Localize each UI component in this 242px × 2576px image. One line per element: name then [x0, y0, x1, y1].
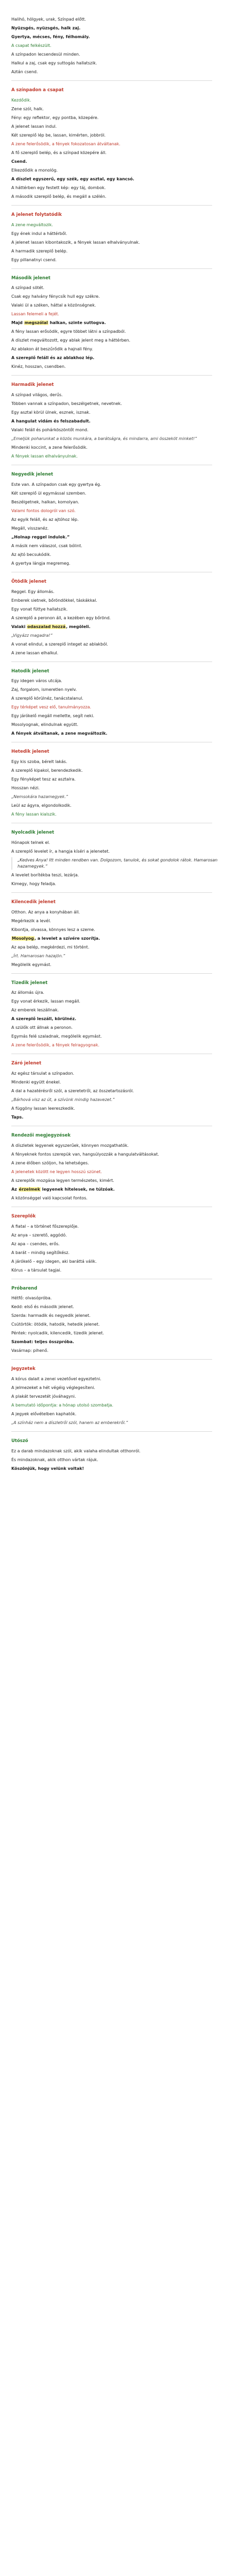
- text-line: Két szereplő lép be, lassan, kimérten, jobbról.: [11, 132, 106, 138]
- section-heading: Nyolcadik jelenet: [11, 830, 55, 835]
- text-line: Valaki ül a széken, háttal a közönségnek.: [11, 303, 96, 308]
- document-body: [11, 0, 233, 1475]
- text-line: A plakát tervezetét jóváhagyni.: [11, 1394, 76, 1399]
- text-line: „Kedves Anya! Itt minden rendben van. Dolgozom, tanulok, és sokat gondolok rátok. Hamarosan hazamegyek.”: [11, 857, 233, 870]
- text-line: A díszlet megváltozott, egy ablak jelent meg a háttérben.: [11, 338, 131, 343]
- text-line: Kórus – a társulat tagjai.: [11, 1267, 62, 1273]
- text-line: Nyüzsgés, nyüzsgés, halk zaj.: [11, 26, 81, 30]
- text-line: A zene élőben szóljon, ha lehetséges.: [11, 1160, 89, 1165]
- text-line: Az egyik feláll, és az ajtóhoz lép.: [11, 517, 79, 522]
- text-line: A színpad sötét.: [11, 285, 45, 291]
- text-line: A dal a hazatérésről szól, a szeretetről, az összetartozásról.: [11, 1089, 134, 1093]
- section-heading: A színpadon a csapat: [11, 88, 64, 93]
- text-line: A barát – mindig segítőkész.: [11, 1250, 70, 1255]
- text-line: A fiatal – a történet főszereplője.: [11, 1224, 79, 1229]
- text-line: Hónapok telnek el.: [11, 840, 50, 845]
- text-line: [11, 1187, 233, 1193]
- text-line: A szereplők mozgása legyen természetes, kimért.: [11, 1178, 114, 1183]
- text-line: [11, 320, 233, 326]
- text-line: Egy vonat füttye hallatszik.: [11, 606, 68, 612]
- text-line: Otthon. Az anya a konyhában áll.: [11, 909, 80, 914]
- text-line: Taps.: [11, 1115, 24, 1120]
- text-line: Az apa – csendes, erős.: [11, 1241, 60, 1246]
- text-line: A szülők ott állnak a peronon.: [11, 1025, 73, 1030]
- text-line: A jelenet lassan kibontakozik, a fények lassan elhalványulnak.: [11, 240, 140, 245]
- text-line: Vasárnap: pihenő.: [11, 1348, 49, 1353]
- text-line: Az ajtó becsukódik.: [11, 552, 51, 557]
- text-line: Elkezdődik a monológ.: [11, 167, 58, 173]
- text-line: Mosolyognak, elindulnak együtt.: [11, 722, 79, 727]
- text-line: A fények átváltanak, a zene megváltozik.: [11, 731, 108, 736]
- text-line: A második szereplő belép, és megáll a szélén.: [11, 194, 107, 199]
- section-heading: Próbarend: [11, 1285, 38, 1291]
- text-line: A gyertya lángja megremeg.: [11, 561, 71, 566]
- text-line: Megölelik egymást.: [11, 962, 51, 967]
- text-line: Megáll, visszanéz.: [11, 526, 49, 531]
- text-line: Többen vannak a színpadon, beszélgetnek, nevetnek.: [11, 401, 122, 406]
- text-line: „Bárhová visz az út, a szívünk mindig hazavezet.”: [11, 1097, 115, 1102]
- text-line: Csend.: [11, 159, 27, 164]
- text-line: A zene felerősödik, a fények felragyognak.: [11, 1043, 99, 1048]
- highlighted-text: Mosolyog: [12, 936, 34, 941]
- text-line: A díszlet egyszerű, egy szék, egy asztal, egy kancsó.: [11, 176, 134, 181]
- text-line: Két szereplő ül egymással szemben.: [11, 490, 87, 496]
- text-line: Zaj, forgalom, ismeretlen nyelv.: [11, 687, 77, 692]
- text-line: A csapat felkészült.: [11, 43, 51, 48]
- text-line: A díszletek legyenek egyszerűek, könnyen mozgathatók.: [11, 1143, 129, 1148]
- text-line: „Írt. Hamarosan hazajön.”: [11, 953, 65, 958]
- text-line: A zene megváltozik.: [11, 222, 53, 227]
- section-heading: Ötödik jelenet: [11, 579, 46, 584]
- section-heading: A jelenet folytatódik: [11, 212, 62, 217]
- section-heading: Záró jelenet: [11, 1061, 42, 1066]
- section-divider: [11, 80, 212, 81]
- text-line: A szereplő levelet ír, a hangja kíséri a jelenetet.: [11, 849, 110, 854]
- highlighted-text: odaszalad hozzá: [27, 624, 66, 629]
- text-line: Valami fontos dologról van szó.: [11, 508, 76, 513]
- text-line: Fény: egy reflektor, egy pontba, közepére.: [11, 115, 99, 120]
- text-line: Gyertya, mécses, fény, félhomály.: [11, 35, 90, 39]
- text-segment: Majd: [11, 320, 24, 326]
- text-line: Megérkezik a levél.: [11, 918, 51, 923]
- text-line: Egy fényképet tesz az asztalra.: [11, 777, 76, 782]
- text-line: A hangulat vidám és felszabadult.: [11, 419, 91, 423]
- text-line: Köszönjük, hogy velünk voltak!: [11, 1466, 84, 1471]
- text-segment: halkan, szinte suttogva.: [48, 320, 106, 326]
- text-line: A harmadik szereplő belép.: [11, 248, 68, 253]
- text-line: Lassan felemeli a fejét.: [11, 312, 59, 317]
- text-line: [11, 936, 233, 942]
- text-line: Az anya – szerető, aggódó.: [11, 1232, 67, 1238]
- text-line: A szereplő kipakol, berendezkedik.: [11, 768, 83, 773]
- text-segment: Valaki: [11, 624, 27, 629]
- text-line: Halkul a zaj, csak egy suttogás hallatszik.: [11, 61, 97, 65]
- section-divider: [11, 1431, 212, 1432]
- text-line: Az apa belép, megkérdezi, mi történt.: [11, 944, 90, 950]
- text-line: A szereplő leszáll, körülnéz.: [11, 1016, 77, 1022]
- text-line: „Emeljük poharunkat a közös munkára, a barátságra, és mindarra, ami összeköt minket!”: [11, 436, 197, 441]
- text-line: A fényeknek fontos szerepük van, hangsúlyozzák a hangulatváltásokat.: [11, 1151, 159, 1157]
- highlighted-text: megszólal: [24, 320, 48, 326]
- text-line: A szereplő a peronon áll, a kezében egy bőrönd.: [11, 615, 111, 620]
- text-line: Beszélgetnek, halkan, komolyan.: [11, 499, 79, 504]
- text-segment: , a levelet a szívére szorítja.: [34, 936, 100, 941]
- text-line: Hosszan nézi.: [11, 786, 40, 790]
- text-line: Egy kis szoba, bérelt lakás.: [11, 759, 67, 764]
- text-line: Egy pillanatnyi csend.: [11, 257, 57, 262]
- text-line: A fény lassan erősödik, egyre többet látni a színpadból.: [11, 329, 126, 334]
- text-line: Kedd: első és második jelenet.: [11, 1304, 74, 1310]
- text-line: Zene szól, halk.: [11, 106, 44, 111]
- text-line: A levelet borítékba teszi, lezárja.: [11, 872, 79, 877]
- text-line: Egy asztal körül ülnek, esznek, isznak.: [11, 410, 91, 415]
- text-line: A színpadon lecsendesül minden.: [11, 52, 80, 57]
- section-heading: Kilencedik jelenet: [11, 899, 56, 905]
- text-line: A fény lassan kialszik.: [11, 812, 57, 817]
- section-heading: Tizedik jelenet: [11, 980, 48, 986]
- text-line: Egy vonat érkezik, lassan megáll.: [11, 999, 80, 1004]
- text-line: A másik nem válaszol, csak bólint.: [11, 543, 82, 548]
- section-divider: [11, 268, 212, 269]
- section-divider: [11, 892, 212, 893]
- text-line: Az egész társulat a színpadon.: [11, 1071, 75, 1076]
- section-heading: Utószó: [11, 1438, 28, 1444]
- section-heading: Hatodik jelenet: [11, 668, 49, 674]
- text-line: Kinéz, hosszan, csendben.: [11, 364, 66, 369]
- text-line: Hétfő: olvasópróba.: [11, 1296, 52, 1301]
- text-line: „A színház nem a díszletről szól, hanem az emberekről.”: [11, 1420, 128, 1425]
- text-line: Csak egy halvány fénycsík hull egy székre.: [11, 294, 100, 299]
- text-line: Az emberek leszállnak.: [11, 1008, 59, 1013]
- text-line: Egy térképet vesz elő, tanulmányozza.: [11, 705, 92, 710]
- text-line: A kórus dalait a zenei vezetővel egyeztetni.: [11, 1377, 101, 1381]
- text-line: Mindenki együtt énekel.: [11, 1080, 61, 1084]
- text-line: Reggel. Egy állomás.: [11, 589, 55, 594]
- text-line: Aztán csend.: [11, 70, 38, 74]
- section-divider: [11, 205, 212, 206]
- section-heading: Jegyzetek: [11, 1366, 36, 1372]
- section-divider: [11, 973, 212, 974]
- text-line: Péntek: nyolcadik, kilencedik, tizedik jelenet.: [11, 1331, 105, 1336]
- text-line: A szereplő körülnéz, tanácstalanul.: [11, 696, 83, 701]
- text-line: A járókelő – egy idegen, aki baráttá válik.: [11, 1259, 97, 1264]
- text-line: A jelmezeket a hét végéig véglegesíteni.: [11, 1385, 95, 1390]
- section-heading: Negyedik jelenet: [11, 472, 54, 477]
- text-line: Leül az ágyra, elgondolkodik.: [11, 803, 72, 808]
- highlighted-text: érzelmek: [19, 1187, 40, 1192]
- text-line: „Nemsokára hazamegyek.”: [11, 794, 68, 799]
- text-line: „Holnap reggel indulok.”: [11, 534, 70, 539]
- text-line: Egymás felé szaladnak, megölelik egymást.: [11, 1034, 102, 1039]
- text-line: Egy járókelő megáll mellette, segít neki.: [11, 714, 94, 719]
- text-line: És mindazoknak, akik otthon vártak rájuk.: [11, 1457, 98, 1462]
- text-line: Egy ének indul a háttérből.: [11, 231, 67, 236]
- text-line: A háttérben egy festett kép: egy táj, dombok.: [11, 185, 106, 190]
- text-line: Az ablakon át beszűrődik a hajnali fény.: [11, 347, 93, 352]
- text-line: A zene felerősödik, a fények fokozatosan átváltanak.: [11, 141, 120, 146]
- text-line: A jegyek elővételben kaphatók.: [11, 1412, 77, 1416]
- text-line: Valaki feláll és pohárköszöntőt mond.: [11, 428, 89, 432]
- text-line: A függöny lassan leereszkedik.: [11, 1106, 75, 1111]
- section-heading: Hetedik jelenet: [11, 749, 49, 755]
- text-line: Emberek sietnek, bőröndökkel, táskákkal.: [11, 598, 97, 603]
- section-heading: Harmadik jelenet: [11, 382, 54, 388]
- text-line: A színpad világos, derűs.: [11, 393, 63, 397]
- text-segment: , megöleli.: [66, 624, 91, 629]
- text-line: Mindenki koccint, a zene felerősödik.: [11, 445, 88, 450]
- text-line: A fő szereplő belép, és a színpad közepére áll.: [11, 150, 107, 155]
- section-heading: Második jelenet: [11, 275, 50, 281]
- text-line: Este van. A színpadon csak egy gyertya ég.: [11, 482, 101, 487]
- text-line: [11, 624, 233, 630]
- text-line: Kimegy, hogy feladja.: [11, 881, 57, 886]
- text-line: A bemutató időpontja: a hónap utolsó szombatja.: [11, 1403, 114, 1408]
- text-line: Kezdődik.: [11, 97, 31, 103]
- text-line: A jelenet lassan indul.: [11, 124, 57, 129]
- text-line: A közönséggel való kapcsolat fontos.: [11, 1195, 88, 1200]
- text-line: Szerda: harmadik és negyedik jelenet.: [11, 1313, 91, 1318]
- text-line: A vonat elindul, a szereplő integet az ablakból.: [11, 641, 108, 647]
- text-line: Szombat: teljes összpróba.: [11, 1340, 74, 1345]
- text-line: „Vigyázz magadra!”: [11, 633, 53, 638]
- text-line: Kibontja, olvassa, könnyes lesz a szeme.: [11, 927, 95, 932]
- text-segment: Az: [11, 1187, 19, 1192]
- text-line: A fények lassan elhalványulnak.: [11, 454, 78, 459]
- text-line: Halihó, hölgyek, urak, Színpad előtt.: [11, 17, 87, 22]
- section-heading: Rendezői megjegyzések: [11, 1133, 71, 1138]
- text-line: A jelenetek között ne legyen hosszú szünet.: [11, 1169, 102, 1174]
- text-line: Az állomás újra.: [11, 990, 44, 995]
- text-segment: legyenek hitelesek, ne túlzóak.: [40, 1187, 115, 1192]
- text-line: Ez a darab mindazoknak szól, akik valaha elindultak otthonról.: [11, 1448, 141, 1453]
- text-line: A zene lassan elhalkul.: [11, 650, 59, 655]
- text-line: Csütörtök: ötödik, hatodik, hetedik jelenet.: [11, 1322, 100, 1327]
- text-line: Egy idegen város utcája.: [11, 679, 62, 684]
- section-heading: Szereplők: [11, 1213, 36, 1219]
- section-divider: [11, 1359, 212, 1360]
- text-line: A szereplő feláll és az ablakhoz lép.: [11, 355, 95, 361]
- section-divider: [11, 375, 212, 376]
